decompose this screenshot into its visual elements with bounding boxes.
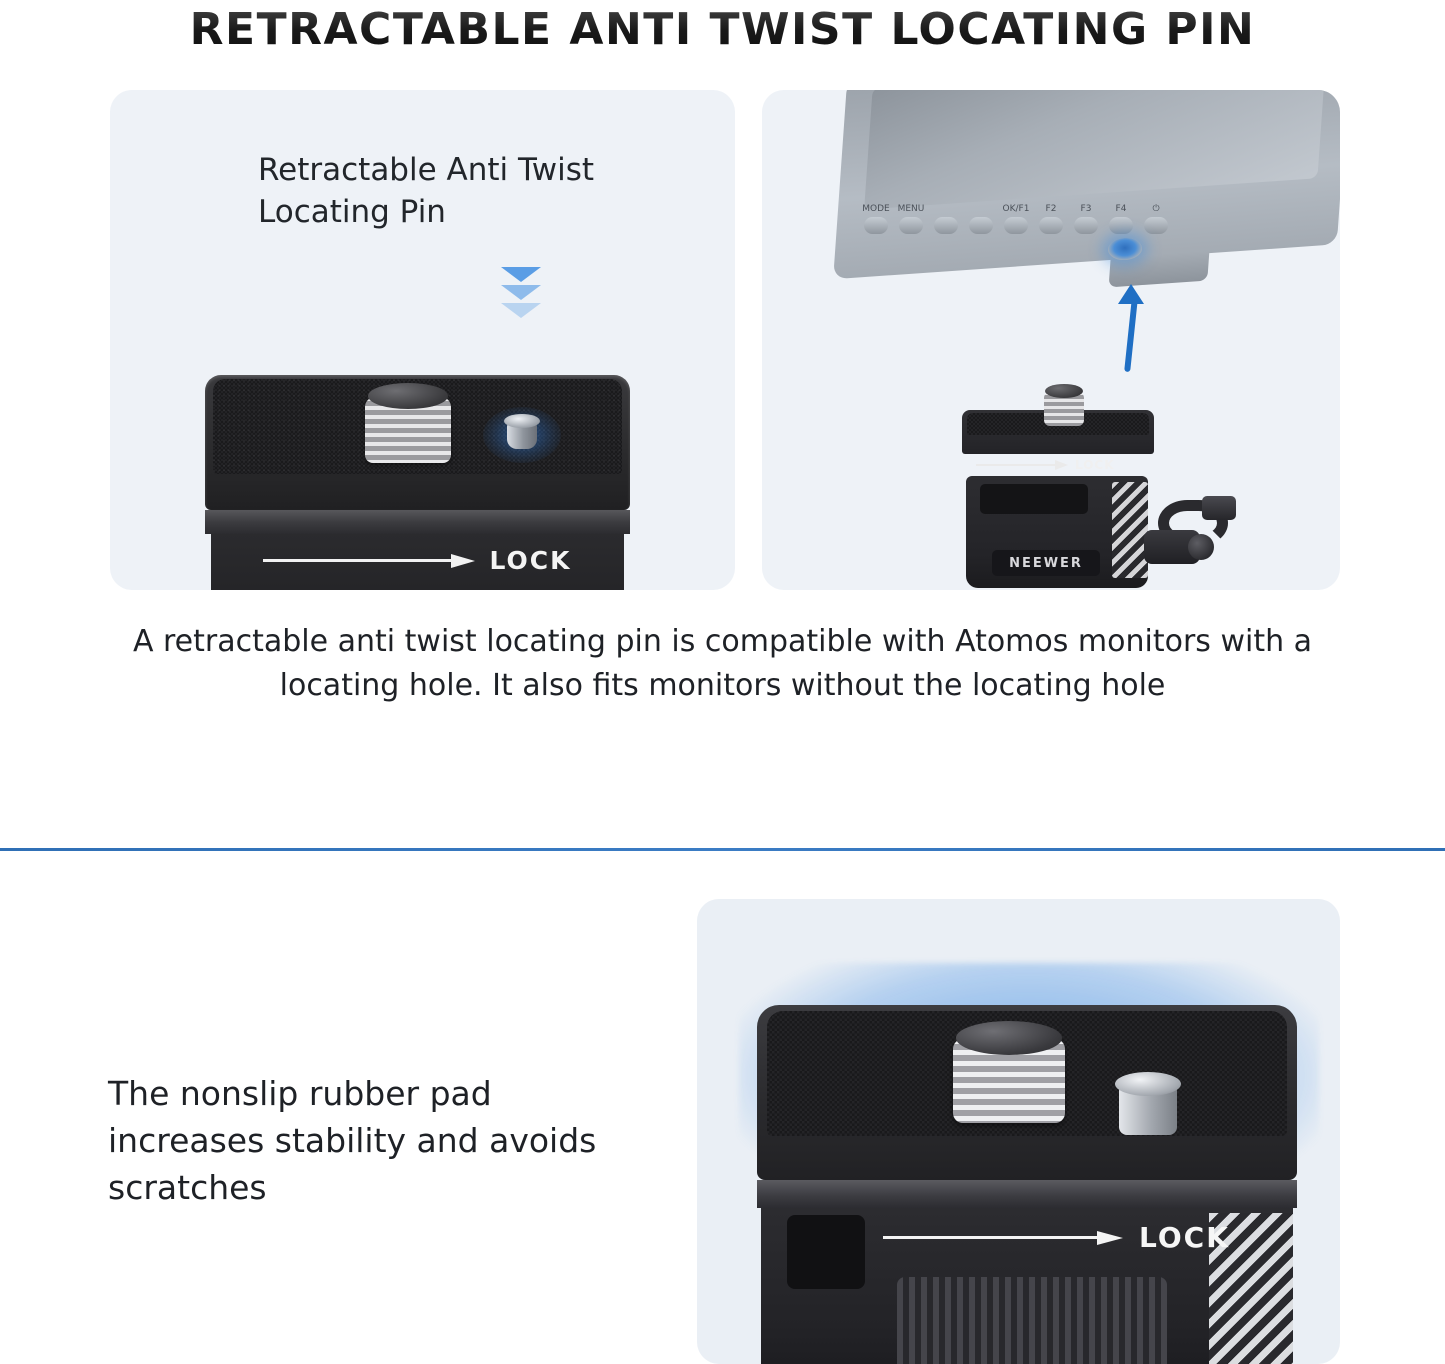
quarter-inch-screw-icon [953, 1039, 1065, 1123]
mount-slot [980, 484, 1088, 514]
tilt-knob [1144, 500, 1240, 566]
monitor-shell [833, 90, 1340, 279]
power-icon: ⏻ [1152, 203, 1160, 214]
monitor-button[interactable] [969, 217, 993, 234]
up-arrow-icon [1114, 284, 1154, 374]
monitor-button-label: F2 [1045, 203, 1057, 214]
panel-retractable-pin [110, 90, 735, 590]
panel-monitor-mount [762, 90, 1340, 590]
brand-badge [992, 550, 1100, 576]
lock-indicator [883, 1217, 1283, 1257]
locating-pin-icon [1119, 1083, 1177, 1135]
monitor-button-label: MENU [897, 203, 925, 214]
top-description: A retractable anti twist locating pin is compatible with Atomos monitors with a locating hole. It also fits monitors without the locating hole [132, 624, 1313, 703]
knurled-grip [897, 1277, 1167, 1364]
monitor-power-button[interactable] [1144, 203, 1168, 234]
chevron-down-stack-icon [493, 267, 551, 327]
lock-label: LOCK [489, 545, 572, 575]
bottom-caption: The nonslip rubber pad increases stability and avoids scratches [108, 1074, 597, 1207]
mount-lock-indicator [976, 454, 1146, 476]
quarter-inch-screw-icon [1044, 392, 1084, 426]
panel-caption-left: Retractable Anti Twist Locating Pin [258, 152, 595, 231]
mount-assembly-illustration [962, 380, 1272, 590]
arrow-right-icon [263, 554, 475, 566]
monitor-button-label: F3 [1080, 203, 1092, 214]
mount-body [966, 476, 1148, 588]
plate-bevel [757, 1180, 1297, 1208]
monitor-button-label: F4 [1115, 203, 1127, 214]
arrow-right-icon [976, 462, 1068, 469]
lock-indicator [205, 541, 630, 579]
plate-top-surface [205, 375, 630, 510]
monitor-button[interactable] [934, 217, 958, 234]
monitor-button[interactable] [1109, 203, 1133, 234]
arrow-right-icon [883, 1231, 1123, 1243]
top-panels [0, 90, 1445, 590]
monitor-button-label: OK/F1 [1002, 203, 1030, 214]
plate-top-surface [757, 1005, 1297, 1180]
brand-label: NEEWER [1009, 555, 1083, 571]
plate-bevel [205, 510, 630, 534]
lock-label: LOCK [1075, 458, 1115, 473]
monitor-button[interactable] [1039, 203, 1063, 234]
monitor-button[interactable] [862, 203, 890, 234]
page-title: RETRACTABLE ANTI TWIST LOCATING PIN [0, 0, 1445, 54]
plate-window [787, 1215, 865, 1289]
monitor-button[interactable] [1002, 203, 1030, 234]
monitor-screen [864, 90, 1326, 210]
monitor-button[interactable] [1074, 203, 1098, 234]
field-monitor-illustration [842, 90, 1340, 312]
mount-plate [962, 410, 1154, 454]
lock-label: LOCK [1139, 1220, 1230, 1254]
quarter-inch-screw-icon [365, 397, 451, 463]
panel-rubber-pad-closeup [697, 899, 1340, 1364]
quick-release-plate-closeup [757, 977, 1297, 1364]
locating-pin-icon [499, 415, 545, 453]
monitor-button[interactable] [897, 203, 925, 234]
quick-release-plate-illustration [205, 315, 630, 590]
mount-side-hatching [1112, 482, 1148, 578]
bottom-section [0, 851, 1445, 1364]
monitor-button-label: MODE [862, 203, 890, 214]
monitor-button-row [862, 203, 1324, 242]
